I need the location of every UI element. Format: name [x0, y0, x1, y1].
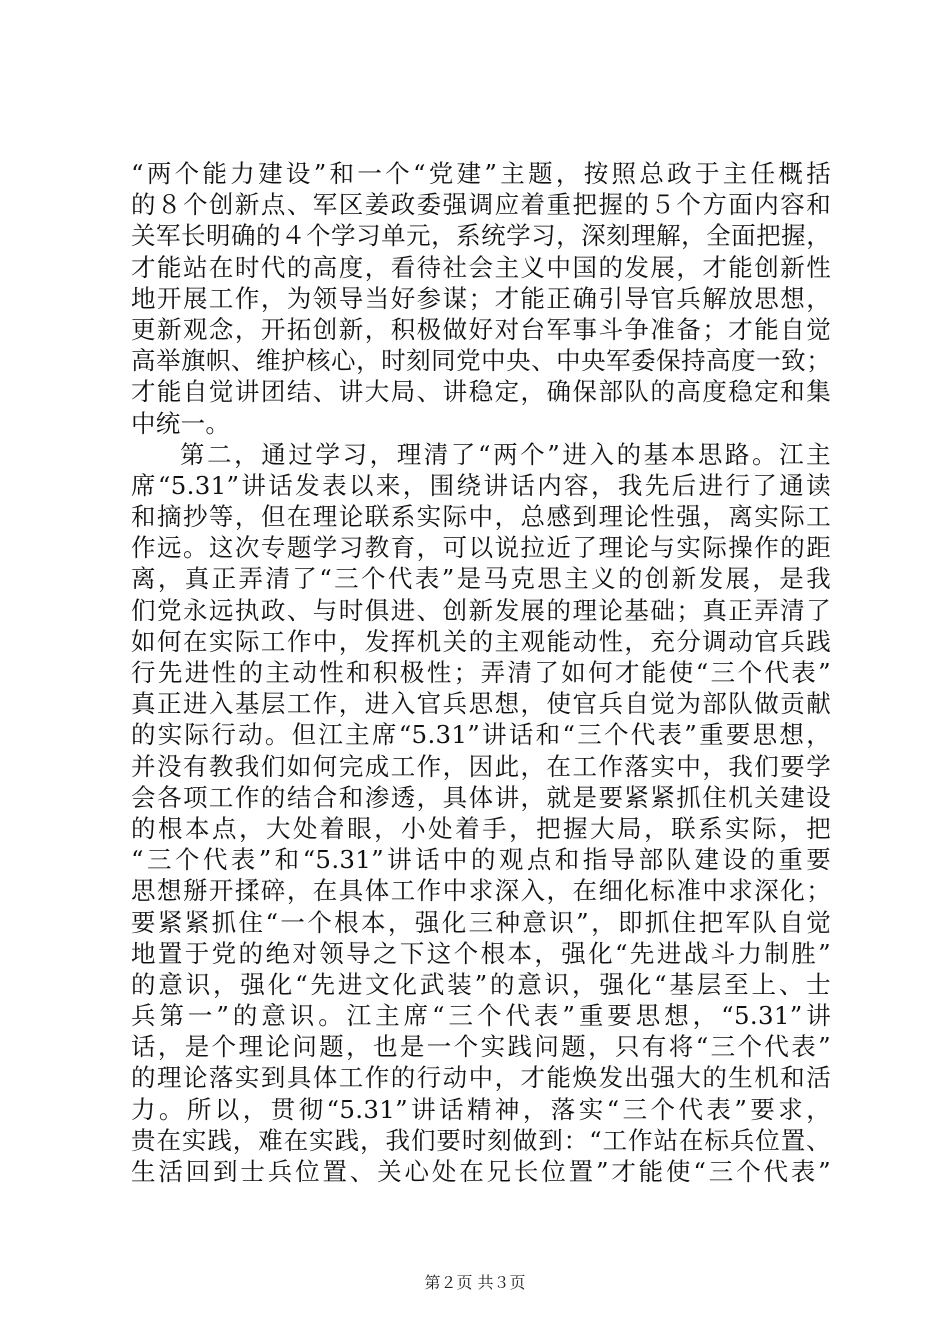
text-line: 们党永远执政、与时俱进、创新发展的理论基础；真正弄清了 [131, 595, 831, 625]
text-line: 作远。这次专题学习教育，可以说拉近了理论与实际操作的距 [131, 533, 831, 563]
text-line: 贵在实践，难在实践，我们要时刻做到：“工作站在标兵位置、 [131, 1125, 831, 1155]
text-line: 如何在实际工作中，发挥机关的主观能动性，充分调动官兵践 [131, 626, 831, 656]
text-line: 并没有教我们如何完成工作，因此，在工作落实中，我们要学 [131, 751, 831, 781]
text-line: 关军长明确的４个学习单元，系统学习，深刻理解，全面把握， [131, 221, 831, 251]
text-line: 离，真正弄清了“三个代表”是马克思主义的创新发展，是我 [131, 564, 831, 594]
text-line: 的根本点，大处着眼，小处着手，把握大局，联系实际，把 [131, 813, 831, 843]
text-line: 要紧紧抓住“一个根本，强化三种意识”，即抓住把军队自觉 [131, 907, 831, 937]
text-line: 行先进性的主动性和积极性；弄清了如何才能使“三个代表” [131, 658, 831, 687]
text-line: “三个代表”和“5.31”讲话中的观点和指导部队建设的重要 [131, 845, 831, 875]
text-line: 和摘抄等，但在理论联系实际中，总感到理论性强，离实际工 [131, 502, 831, 532]
text-line: 的意识，强化“先进文化武装”的意识，强化“基层至上、士 [131, 969, 831, 999]
text-line: 更新观念，开拓创新，积极做好对台军事斗争准备；才能自觉 [131, 314, 831, 344]
text-line: 的８个创新点、军区姜政委强调应着重把握的５个方面内容和 [131, 190, 831, 220]
document-body [131, 158, 831, 1187]
text-line: 话，是个理论问题，也是一个实践问题，只有将“三个代表” [131, 1032, 831, 1062]
text-line: 思想掰开揉碎，在具体工作中求深入，在细化标准中求深化； [131, 876, 831, 906]
text-line: 的实际行动。但江主席“5.31”讲话和“三个代表”重要思想， [131, 720, 831, 750]
text-line: “两个能力建设”和一个“党建”主题，按照总政于主任概括 [131, 159, 831, 188]
text-line: 兵第一”的意识。江主席“三个代表”重要思想，“5.31”讲 [131, 1001, 831, 1031]
text-line: 力。所以，贯彻“5.31”讲话精神，落实“三个代表”要求， [131, 1094, 831, 1124]
text-line: 生活回到士兵位置、关心处在兄长位置”才能使“三个代表” [131, 1157, 831, 1186]
text-line: 真正进入基层工作，进入官兵思想，使官兵自觉为部队做贡献 [131, 689, 831, 719]
text-line: 高举旗帜、维护核心，时刻同党中央、中央军委保持高度一致； [131, 346, 831, 376]
text-line: 才能自觉讲团结、讲大局、讲稳定，确保部队的高度稳定和集 [131, 377, 831, 407]
text-line: 才能站在时代的高度，看待社会主义中国的发展，才能创新性 [131, 252, 831, 282]
text-line: 地置于党的绝对领导之下这个根本，强化“先进战斗力制胜” [131, 938, 831, 968]
text-line: 会各项工作的结合和渗透，具体讲，就是要紧紧抓住机关建设 [131, 782, 831, 812]
text-line: 第二，通过学习，理清了“两个”进入的基本思路。江主 [180, 439, 831, 469]
page-number-footer: 第２页 共３页 [424, 1273, 526, 1292]
text-line: 席“5.31”讲话发表以来，围绕讲话内容，我先后进行了通读 [131, 470, 831, 500]
text-line: 的理论落实到具体工作的行动中，才能焕发出强大的生机和活 [131, 1063, 831, 1093]
text-line: 中统一。 [131, 408, 231, 438]
text-line: 地开展工作，为领导当好参谋；才能正确引导官兵解放思想， [131, 283, 831, 313]
